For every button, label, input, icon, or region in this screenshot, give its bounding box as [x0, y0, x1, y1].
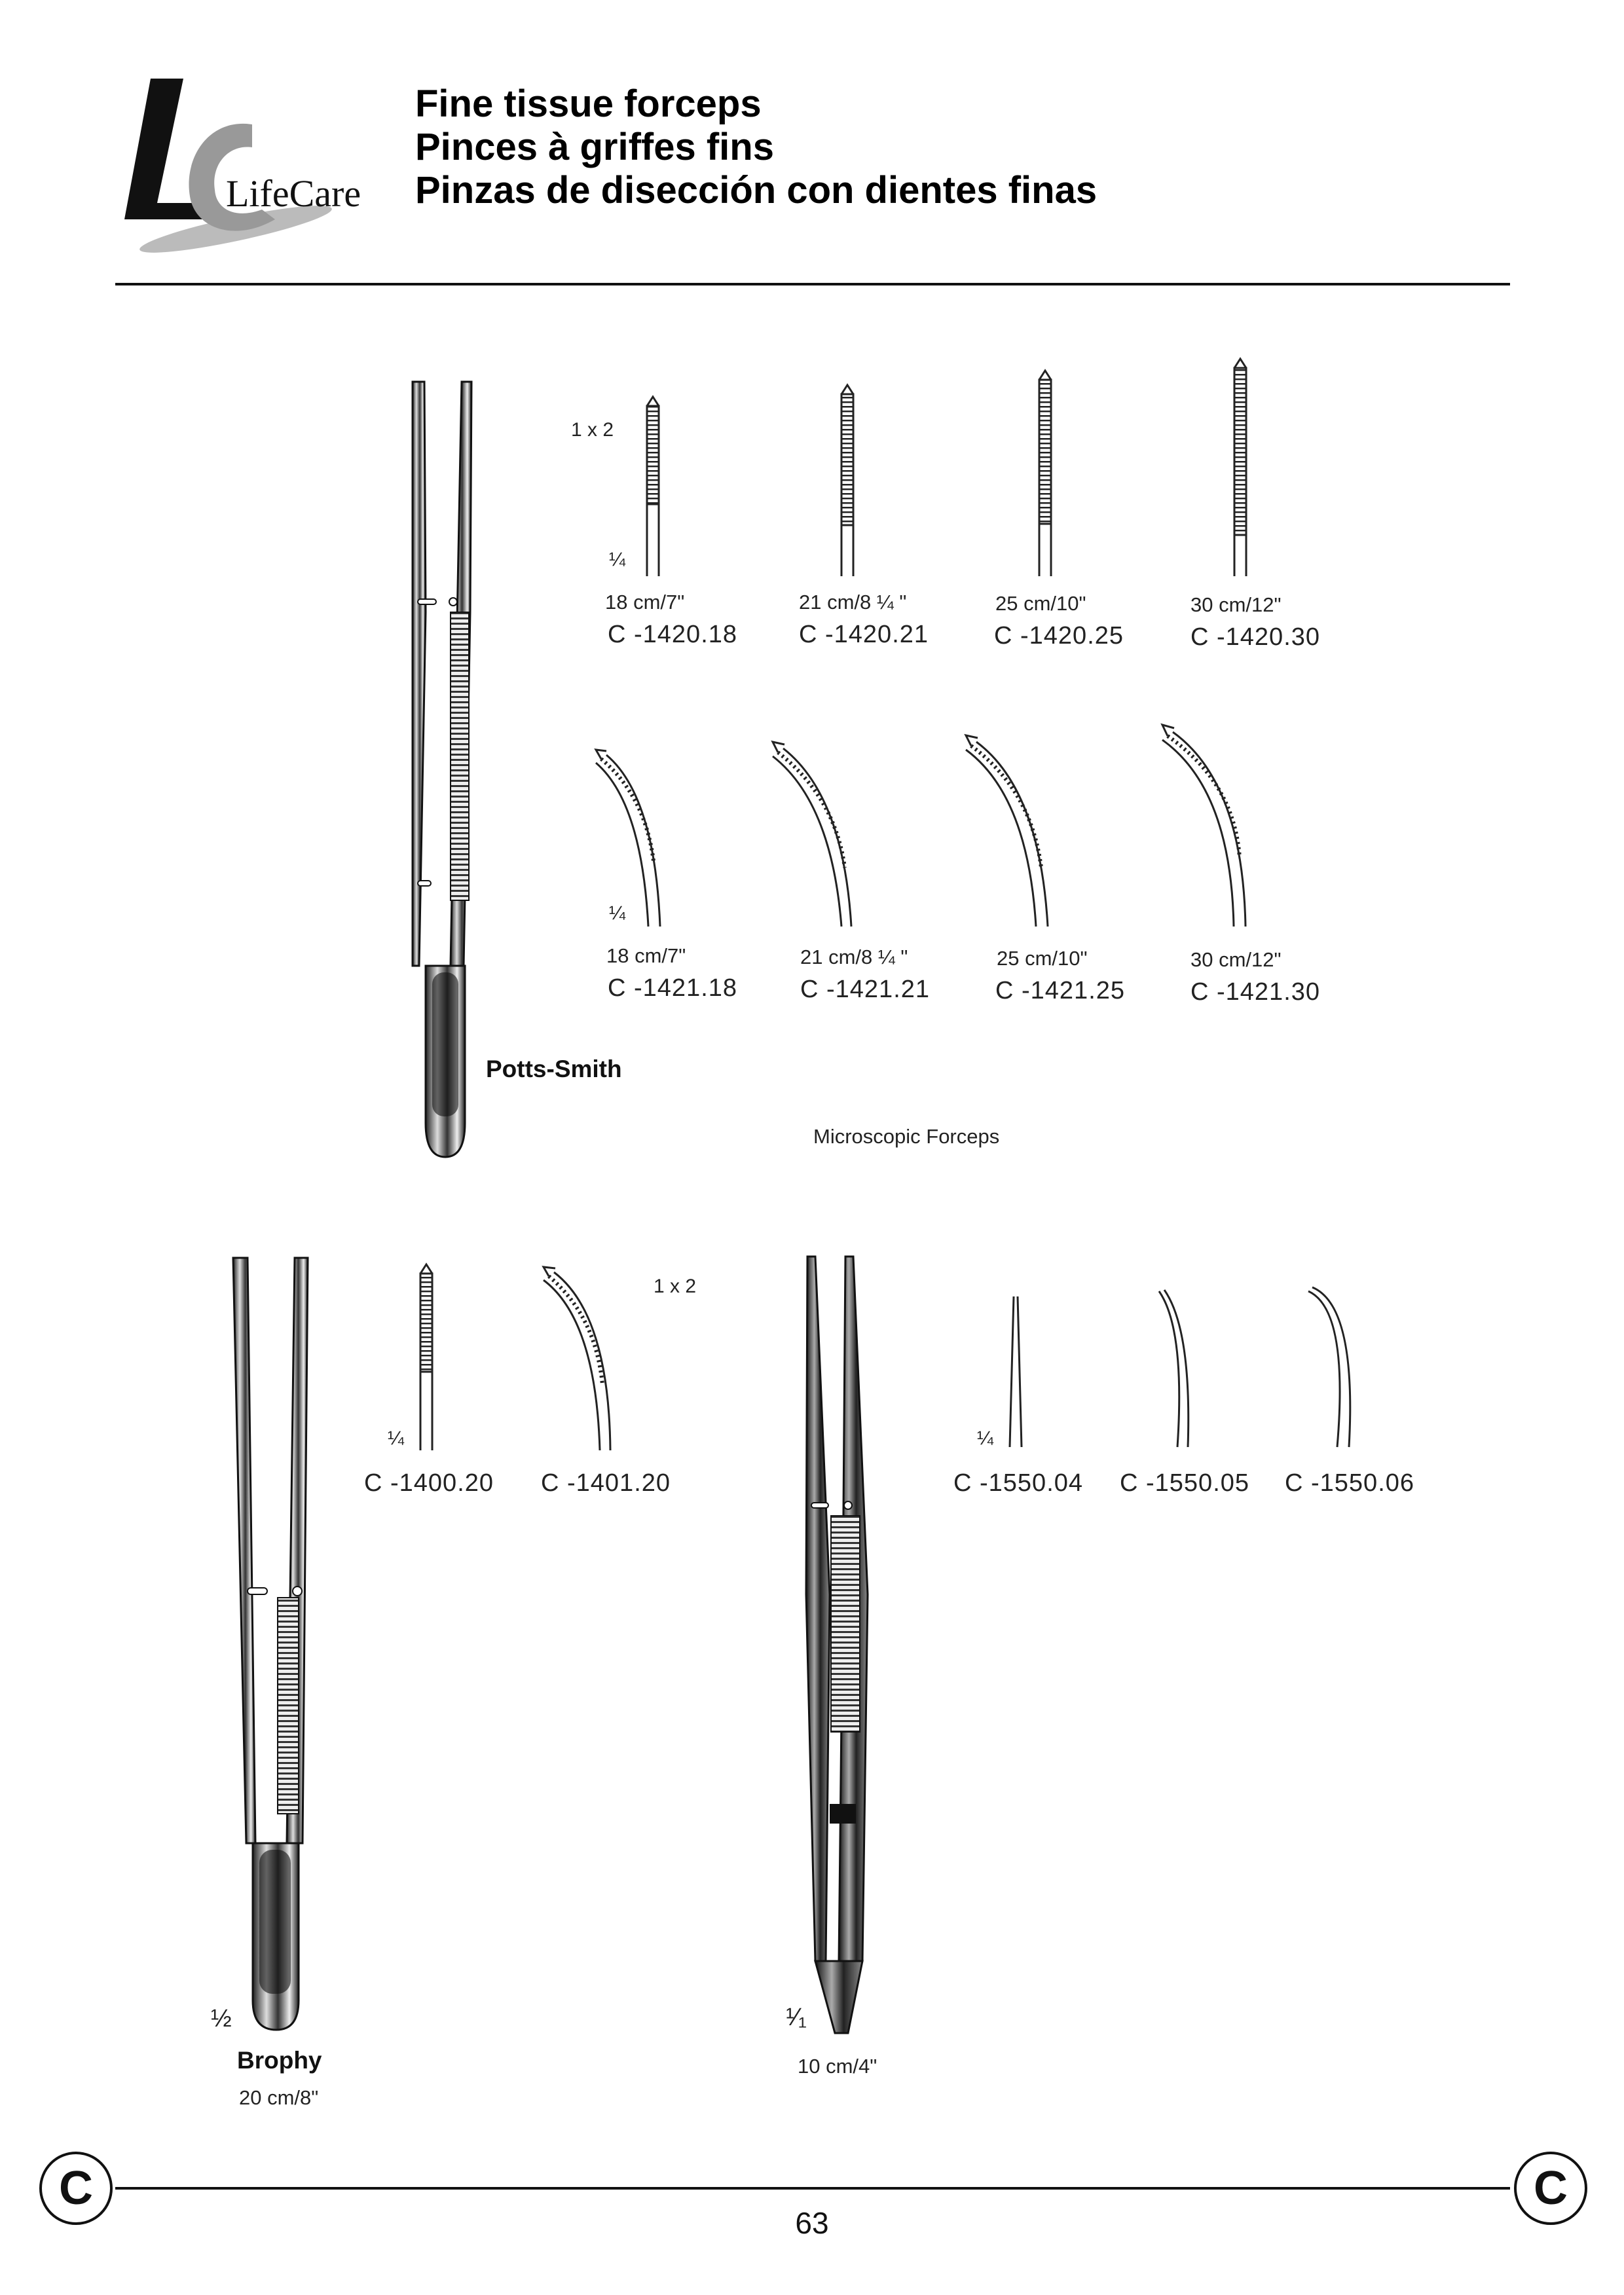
- title-french: Pinces à griffes fins: [415, 126, 774, 168]
- brand-name: LifeCare: [226, 172, 361, 215]
- header-rule: [115, 283, 1510, 285]
- straight-code-1: C -1420.18: [608, 621, 738, 648]
- section-badge-left: C: [39, 2152, 113, 2225]
- micro-code-1: C -1550.04: [953, 1469, 1084, 1497]
- curved-tips-image: [583, 710, 1316, 933]
- curved-code-2: C -1421.21: [800, 976, 931, 1003]
- straight-size-1: 18 cm/7": [605, 591, 685, 614]
- brophy-name: Brophy: [237, 2047, 322, 2074]
- micro-scale: ¹⁄₁: [786, 2004, 807, 2031]
- footer-rule: [115, 2187, 1510, 2190]
- title-english: Fine tissue forceps: [415, 83, 762, 125]
- straight-code-4: C -1420.30: [1190, 623, 1321, 651]
- straight-tips-image: [589, 360, 1310, 583]
- micro-forceps-image: [802, 1254, 894, 2040]
- curved-tips-scale: ¼: [609, 902, 626, 924]
- curved-code-3: C -1421.25: [995, 977, 1126, 1004]
- brophy-tips-scale: ¼: [388, 1427, 405, 1449]
- brophy-size: 20 cm/8": [239, 2086, 319, 2109]
- potts-smith-forceps-image: [399, 376, 478, 1159]
- title-spanish: Pinzas de disección con dientes finas: [415, 169, 1098, 211]
- tip-ratio-label: 1 x 2: [571, 419, 614, 441]
- straight-code-2: C -1420.21: [799, 621, 929, 648]
- potts-smith-name: Potts-Smith: [486, 1056, 622, 1082]
- micro-code-3: C -1550.06: [1285, 1469, 1415, 1497]
- lifecare-logo-mark: [111, 72, 373, 268]
- curved-code-1: C -1421.18: [608, 974, 738, 1002]
- micro-tips-image: [995, 1283, 1414, 1454]
- microscopic-forceps-caption: Microscopic Forceps: [813, 1125, 1000, 1148]
- section-badge-right: C: [1514, 2152, 1587, 2225]
- straight-size-2: 21 cm/8 ¼ ": [799, 591, 907, 614]
- brophy-code-1: C -1400.20: [364, 1469, 494, 1497]
- micro-code-2: C -1550.05: [1120, 1469, 1250, 1497]
- curved-size-2: 21 cm/8 ¼ ": [800, 946, 908, 968]
- lifecare-logo: [111, 72, 373, 268]
- page-number: 63: [795, 2206, 829, 2240]
- curved-code-4: C -1421.30: [1190, 978, 1321, 1006]
- brophy-forceps-image: [229, 1254, 321, 2033]
- straight-code-3: C -1420.25: [994, 622, 1124, 650]
- straight-tips-scale: ¼: [609, 549, 626, 570]
- curved-size-1: 18 cm/7": [606, 944, 686, 967]
- straight-size-3: 25 cm/10": [995, 592, 1086, 615]
- micro-size: 10 cm/4": [798, 2055, 877, 2078]
- curved-size-4: 30 cm/12": [1190, 948, 1282, 971]
- micro-tips-scale: ¼: [977, 1427, 994, 1449]
- brophy-scale: ½: [211, 2005, 232, 2032]
- straight-size-4: 30 cm/12": [1190, 593, 1282, 616]
- brophy-tips-image: [406, 1254, 629, 1463]
- brophy-code-2: C -1401.20: [541, 1469, 671, 1497]
- brophy-tips-ratio: 1 x 2: [654, 1276, 697, 1297]
- curved-size-3: 25 cm/10": [997, 947, 1088, 970]
